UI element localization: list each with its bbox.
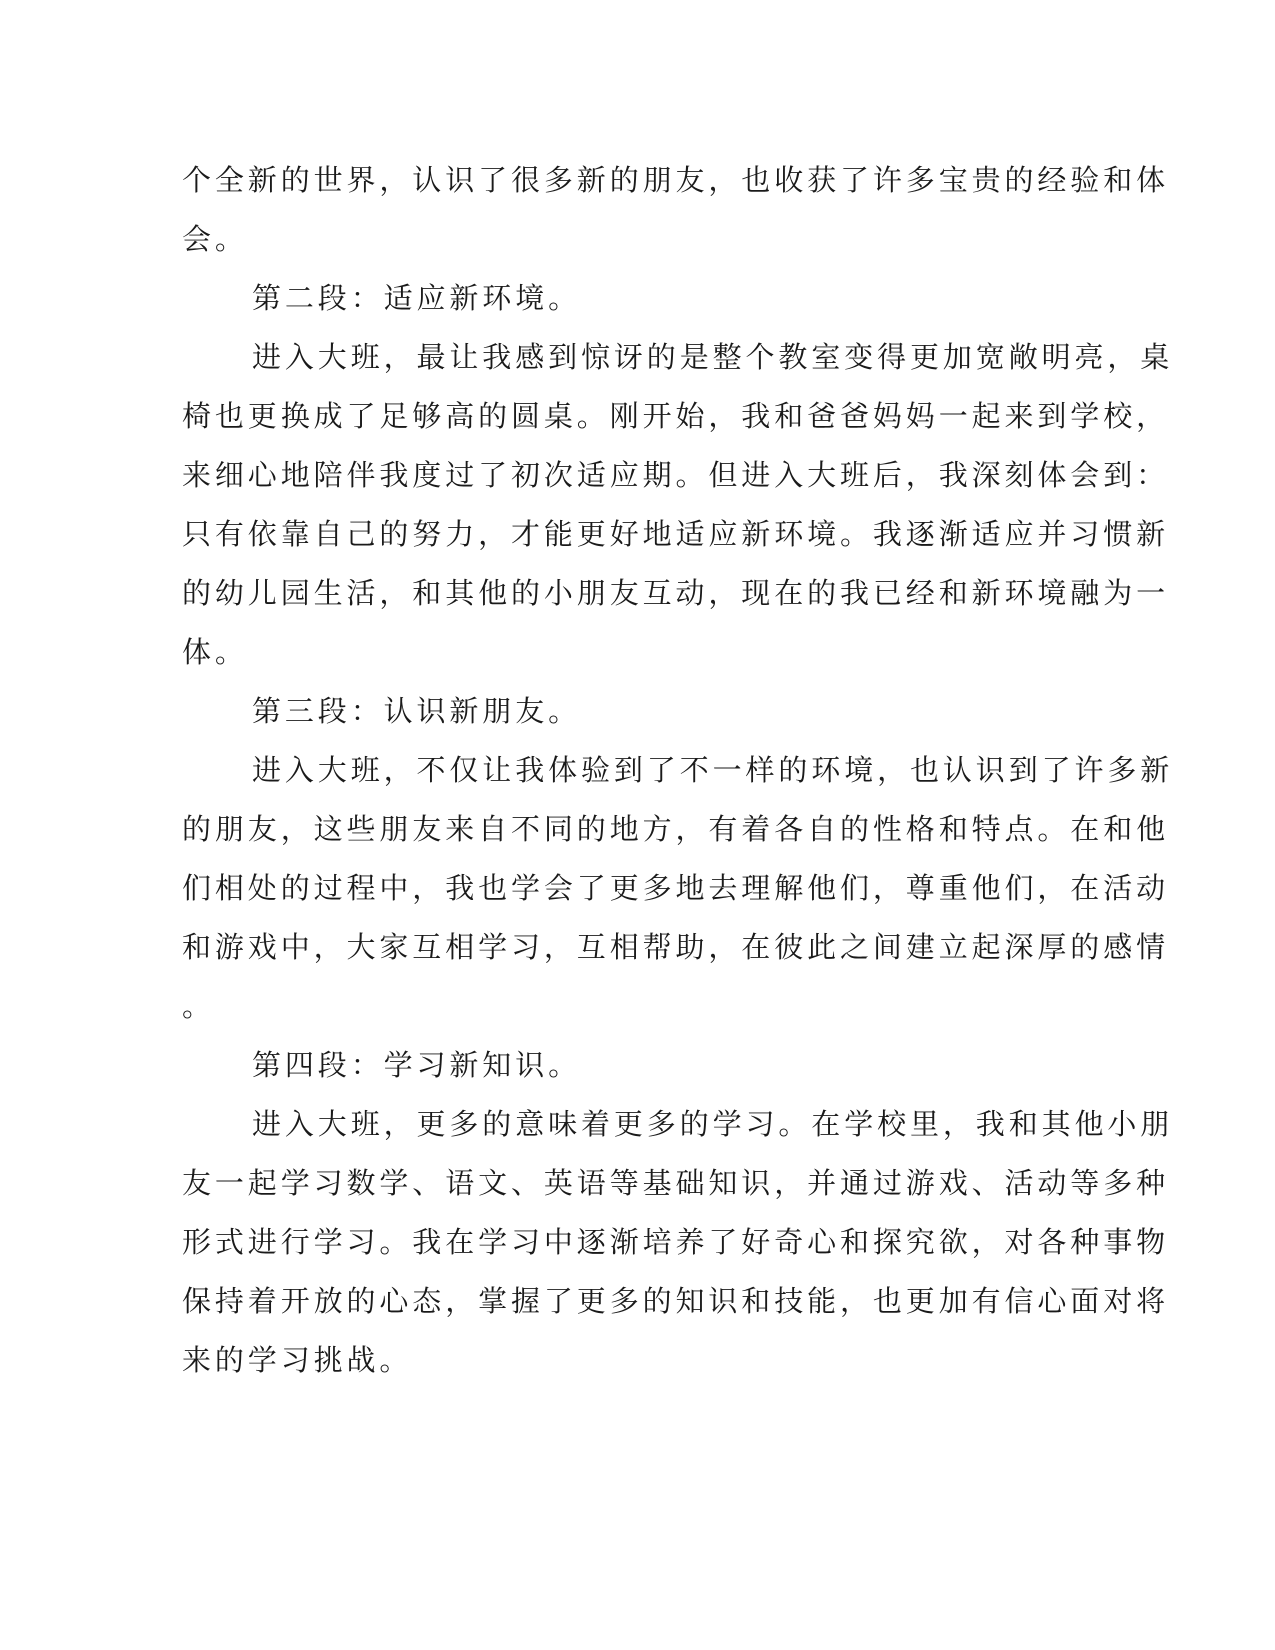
paragraph-line: 椅也更换成了足够高的圆桌。刚开始，我和爸爸妈妈一起来到学校， — [182, 399, 1170, 433]
paragraph-line: 来的学习挑战。 — [182, 1343, 413, 1377]
paragraph-line: 保持着开放的心态，掌握了更多的知识和技能，也更加有信心面对将 — [182, 1284, 1170, 1318]
paragraph-line: 的幼儿园生活，和其他的小朋友互动，现在的我已经和新环境融为一 — [182, 576, 1170, 610]
paragraph-line: 们相处的过程中，我也学会了更多地去理解他们，尊重他们，在活动 — [182, 871, 1170, 905]
paragraph-line: 只有依靠自己的努力，才能更好地适应新环境。我逐渐适应并习惯新 — [182, 517, 1170, 551]
paragraph-line: 的朋友，这些朋友来自不同的地方，有着各自的性格和特点。在和他 — [182, 812, 1170, 846]
paragraph-continuation-line: 会。 — [182, 222, 248, 256]
paragraph-line: 体。 — [182, 635, 248, 669]
section-heading-4: 第四段：学习新知识。 — [252, 1048, 582, 1082]
paragraph-line: 。 — [182, 989, 215, 1023]
paragraph-line: 进入大班，最让我感到惊讶的是整个教室变得更加宽敞明亮，桌 — [252, 340, 1174, 374]
section-heading-2: 第二段：适应新环境。 — [252, 281, 582, 315]
paragraph-line: 来细心地陪伴我度过了初次适应期。但进入大班后，我深刻体会到： — [182, 458, 1170, 492]
section-heading-3: 第三段：认识新朋友。 — [252, 694, 582, 728]
paragraph-line: 进入大班，更多的意味着更多的学习。在学校里，我和其他小朋 — [252, 1107, 1174, 1141]
paragraph-continuation-line: 个全新的世界，认识了很多新的朋友，也收获了许多宝贵的经验和体 — [182, 163, 1170, 197]
paragraph-line: 和游戏中，大家互相学习，互相帮助，在彼此之间建立起深厚的感情 — [182, 930, 1170, 964]
paragraph-line: 形式进行学习。我在学习中逐渐培养了好奇心和探究欲，对各种事物 — [182, 1225, 1170, 1259]
paragraph-line: 友一起学习数学、语文、英语等基础知识，并通过游戏、活动等多种 — [182, 1166, 1170, 1200]
paragraph-line: 进入大班，不仅让我体验到了不一样的环境，也认识到了许多新 — [252, 753, 1174, 787]
